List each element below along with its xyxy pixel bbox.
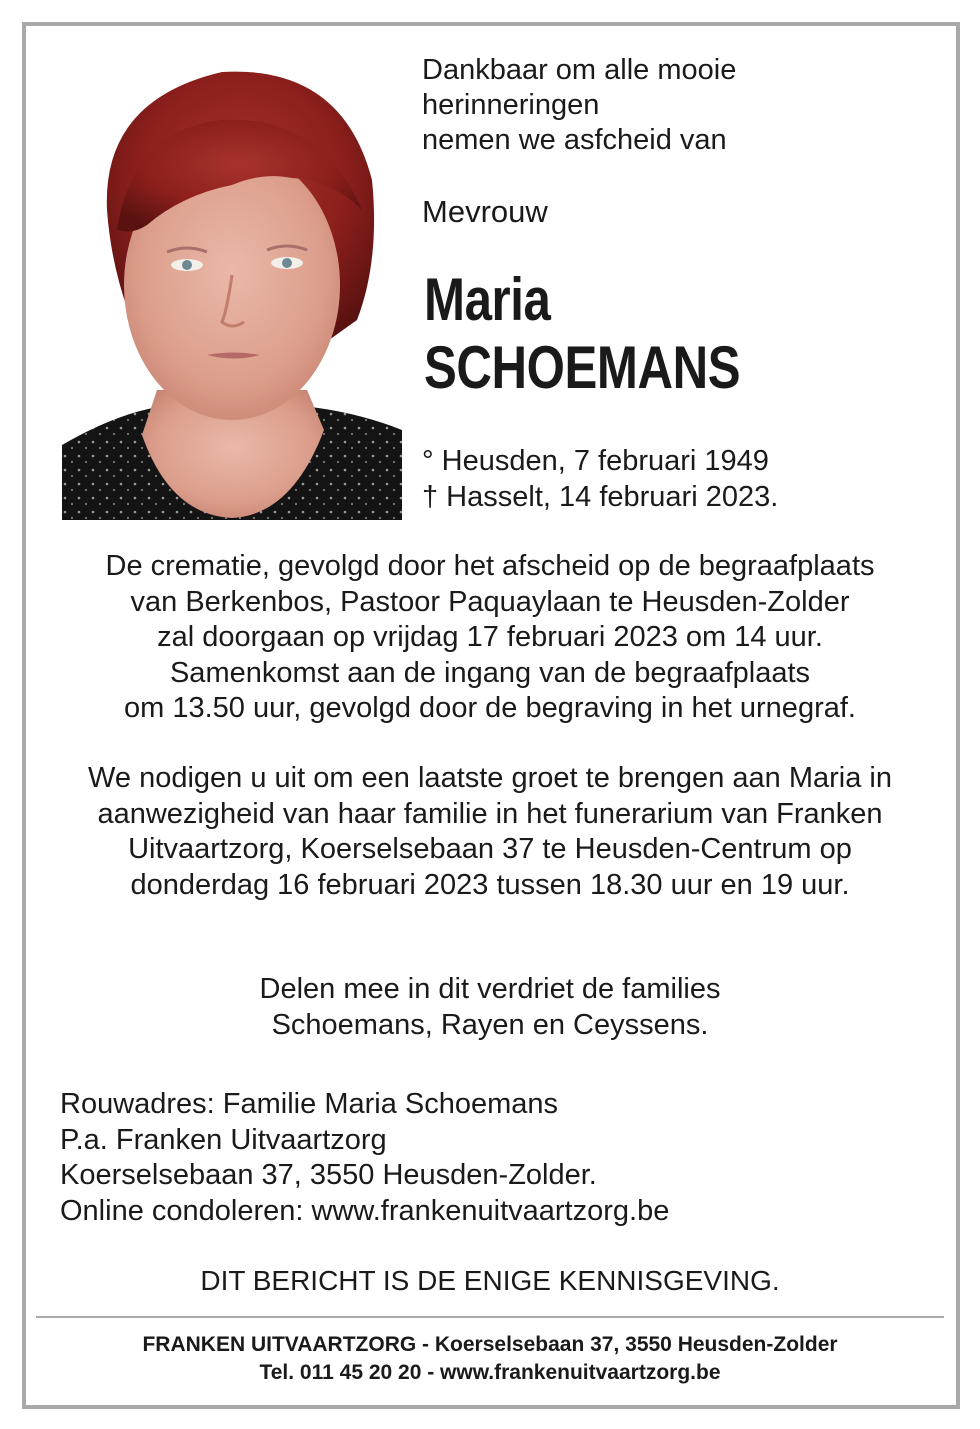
visitation-line: donderdag 16 februari 2023 tussen 18.30 uur en 19 uur. (130, 868, 850, 901)
intro-text (422, 53, 736, 158)
address-line: Rouwadres: Familie Maria Schoemans (60, 1088, 559, 1120)
footer-divider (36, 1316, 944, 1318)
visitation-line: aanwezigheid van haar familie in het funerarium van Franken (97, 797, 883, 830)
ceremony-line: om 13.50 uur, gevolgd door de begraving in het urnegraf. (124, 692, 856, 724)
intro-line: herinneringen (422, 89, 600, 121)
ceremony-line: Samenkomst aan de ingang van de begraafplaats (169, 656, 811, 689)
funeral-home-footer (40, 1331, 940, 1387)
mourning-address (60, 1087, 669, 1229)
footer-contact: Tel. 011 45 20 20 - www.frankenuitvaartzorg.be (259, 1361, 721, 1384)
deceased-name (424, 266, 740, 402)
honorific: Mevrouw (422, 194, 548, 229)
footer-address: FRANKEN UITVAARTZORG - Koerselsebaan 37, 3550 Heusden-Zolder (142, 1333, 838, 1356)
condolence-link[interactable]: Online condoleren: www.frankenuitvaartzorg.be (60, 1194, 670, 1227)
last-name: SCHOEMANS (424, 334, 741, 401)
visitation-paragraph (40, 761, 940, 903)
intro-line: Dankbaar om alle mooie (422, 54, 737, 86)
families-line: Delen mee in dit verdriet de families (259, 973, 721, 1005)
death-line: † Hasselt, 14 februari 2023. (422, 481, 779, 513)
sole-notice: DIT BERICHT IS DE ENIGE KENNISGEVING. (200, 1265, 780, 1296)
first-name: Maria (424, 266, 551, 333)
life-dates (422, 443, 778, 515)
ceremony-paragraph (40, 549, 940, 727)
families-line: Schoemans, Rayen en Ceyssens. (271, 1008, 709, 1041)
address-line: Koerselsebaan 37, 3550 Heusden-Zolder. (60, 1159, 597, 1191)
visitation-line: We nodigen u uit om een laatste groet te brengen aan Maria in (88, 762, 892, 794)
families-paragraph (40, 972, 940, 1043)
ceremony-line: van Berkenbos, Pastoor Paquaylaan te Heusden-Zolder (130, 585, 850, 618)
intro-line: nemen we asfcheid van (422, 124, 727, 156)
ceremony-line: zal doorgaan op vrijdag 17 februari 2023 om 14 uur. (157, 621, 823, 653)
birth-line: ° Heusden, 7 februari 1949 (422, 445, 769, 477)
address-line: P.a. Franken Uitvaartzorg (60, 1123, 387, 1156)
visitation-line: Uitvaartzorg, Koerselsebaan 37 te Heusden-Centrum op (128, 833, 852, 865)
portrait-photo (62, 60, 402, 520)
ceremony-line: De crematie, gevolgd door het afscheid op de begraafplaats (105, 550, 875, 582)
